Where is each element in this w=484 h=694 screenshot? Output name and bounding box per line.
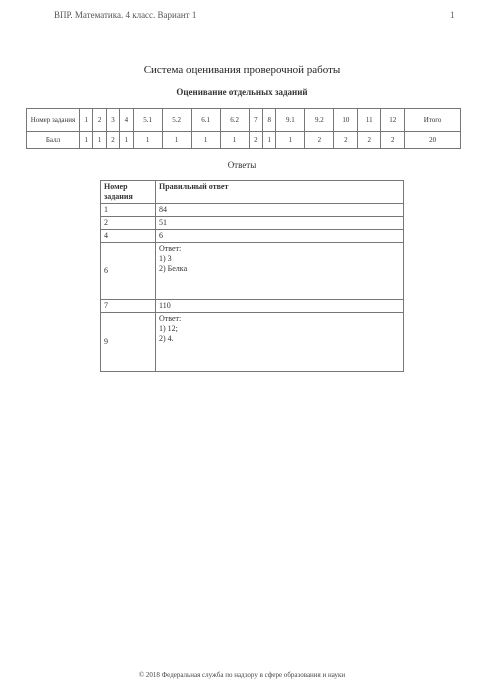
scores-task-cell: 1 [80, 109, 93, 132]
scores-task-cell: 6.1 [191, 109, 220, 132]
scores-task-cell: 6.2 [220, 109, 249, 132]
scores-score-label: Балл [27, 132, 80, 149]
scores-task-cell: 5.2 [162, 109, 191, 132]
answer-task-number: 4 [101, 230, 156, 243]
scores-task-cell: 3 [106, 109, 119, 132]
scores-task-cell: Итого [405, 109, 461, 132]
scores-table [26, 108, 461, 149]
answers-row [101, 204, 404, 217]
answer-line: Ответ: [159, 244, 182, 253]
answer-task-number: 9 [101, 313, 156, 372]
scores-task-cell: 7 [249, 109, 262, 132]
answers-row [101, 300, 404, 313]
answers-col-answer: Правильный ответ [156, 181, 404, 204]
scores-value-cell: 1 [120, 132, 133, 149]
scores-value-cell: 2 [106, 132, 119, 149]
answer-line: 6 [159, 231, 163, 240]
scores-value-cell: 1 [133, 132, 162, 149]
running-header: ВПР. Математика. 4 класс. Вариант 1 [54, 10, 197, 20]
answer-line: 1) 12; [159, 324, 178, 333]
answer-line: 2) Белка [159, 264, 188, 273]
answers-col-num: Номер задания [101, 181, 156, 204]
scores-header-label: Номер задания [27, 109, 80, 132]
page-footer: © 2018 Федеральная служба по надзору в сфере образования и науки [138, 671, 346, 679]
answers-heading: Ответы [227, 160, 257, 170]
scores-value-cell: 2 [249, 132, 262, 149]
answers-header-row [101, 181, 404, 204]
section-subtitle: Оценивание отдельных заданий [176, 87, 308, 97]
answer-line: 110 [159, 301, 171, 310]
scores-task-cell: 2 [93, 109, 106, 132]
scores-task-cell: 4 [120, 109, 133, 132]
scores-value-cell: 1 [80, 132, 93, 149]
answer-task-number: 1 [101, 204, 156, 217]
answer-line: 51 [159, 218, 167, 227]
answer-task-number: 6 [101, 243, 156, 300]
scores-value-cell: 2 [334, 132, 358, 149]
answer-text-cell [156, 243, 404, 300]
document-title: Система оценивания проверочной работы [143, 64, 341, 76]
answer-line: 84 [159, 205, 167, 214]
scores-task-cell: 8 [263, 109, 276, 132]
answers-row [101, 313, 404, 372]
answers-row [101, 230, 404, 243]
answer-text-cell [156, 313, 404, 372]
answer-task-number: 2 [101, 217, 156, 230]
scores-task-cell: 12 [381, 109, 405, 132]
scores-value-cell: 20 [405, 132, 461, 149]
scores-value-cell: 1 [191, 132, 220, 149]
scores-value-cell: 1 [220, 132, 249, 149]
scores-value-cell: 1 [263, 132, 276, 149]
scores-value-cell: 2 [381, 132, 405, 149]
answer-text-cell [156, 300, 404, 313]
scores-task-cell: 11 [358, 109, 381, 132]
answers-table [100, 180, 404, 372]
answer-text-cell [156, 217, 404, 230]
scores-task-row [27, 109, 461, 132]
answer-text-cell [156, 204, 404, 217]
scores-value-cell: 2 [305, 132, 334, 149]
scores-task-cell: 5.1 [133, 109, 162, 132]
answer-text-cell [156, 230, 404, 243]
answers-row [101, 243, 404, 300]
scores-task-cell: 10 [334, 109, 358, 132]
scores-value-row [27, 132, 461, 149]
answer-line: 1) 3 [159, 254, 172, 263]
answer-task-number: 7 [101, 300, 156, 313]
answer-line: Ответ: [159, 314, 182, 323]
scores-value-cell: 1 [93, 132, 106, 149]
scores-value-cell: 1 [276, 132, 305, 149]
scores-task-cell: 9.2 [305, 109, 334, 132]
answers-row [101, 217, 404, 230]
scores-value-cell: 2 [358, 132, 381, 149]
scores-task-cell: 9.1 [276, 109, 305, 132]
scores-value-cell: 1 [162, 132, 191, 149]
page-number: 1 [450, 10, 455, 20]
answer-line: 2) 4. [159, 334, 174, 343]
